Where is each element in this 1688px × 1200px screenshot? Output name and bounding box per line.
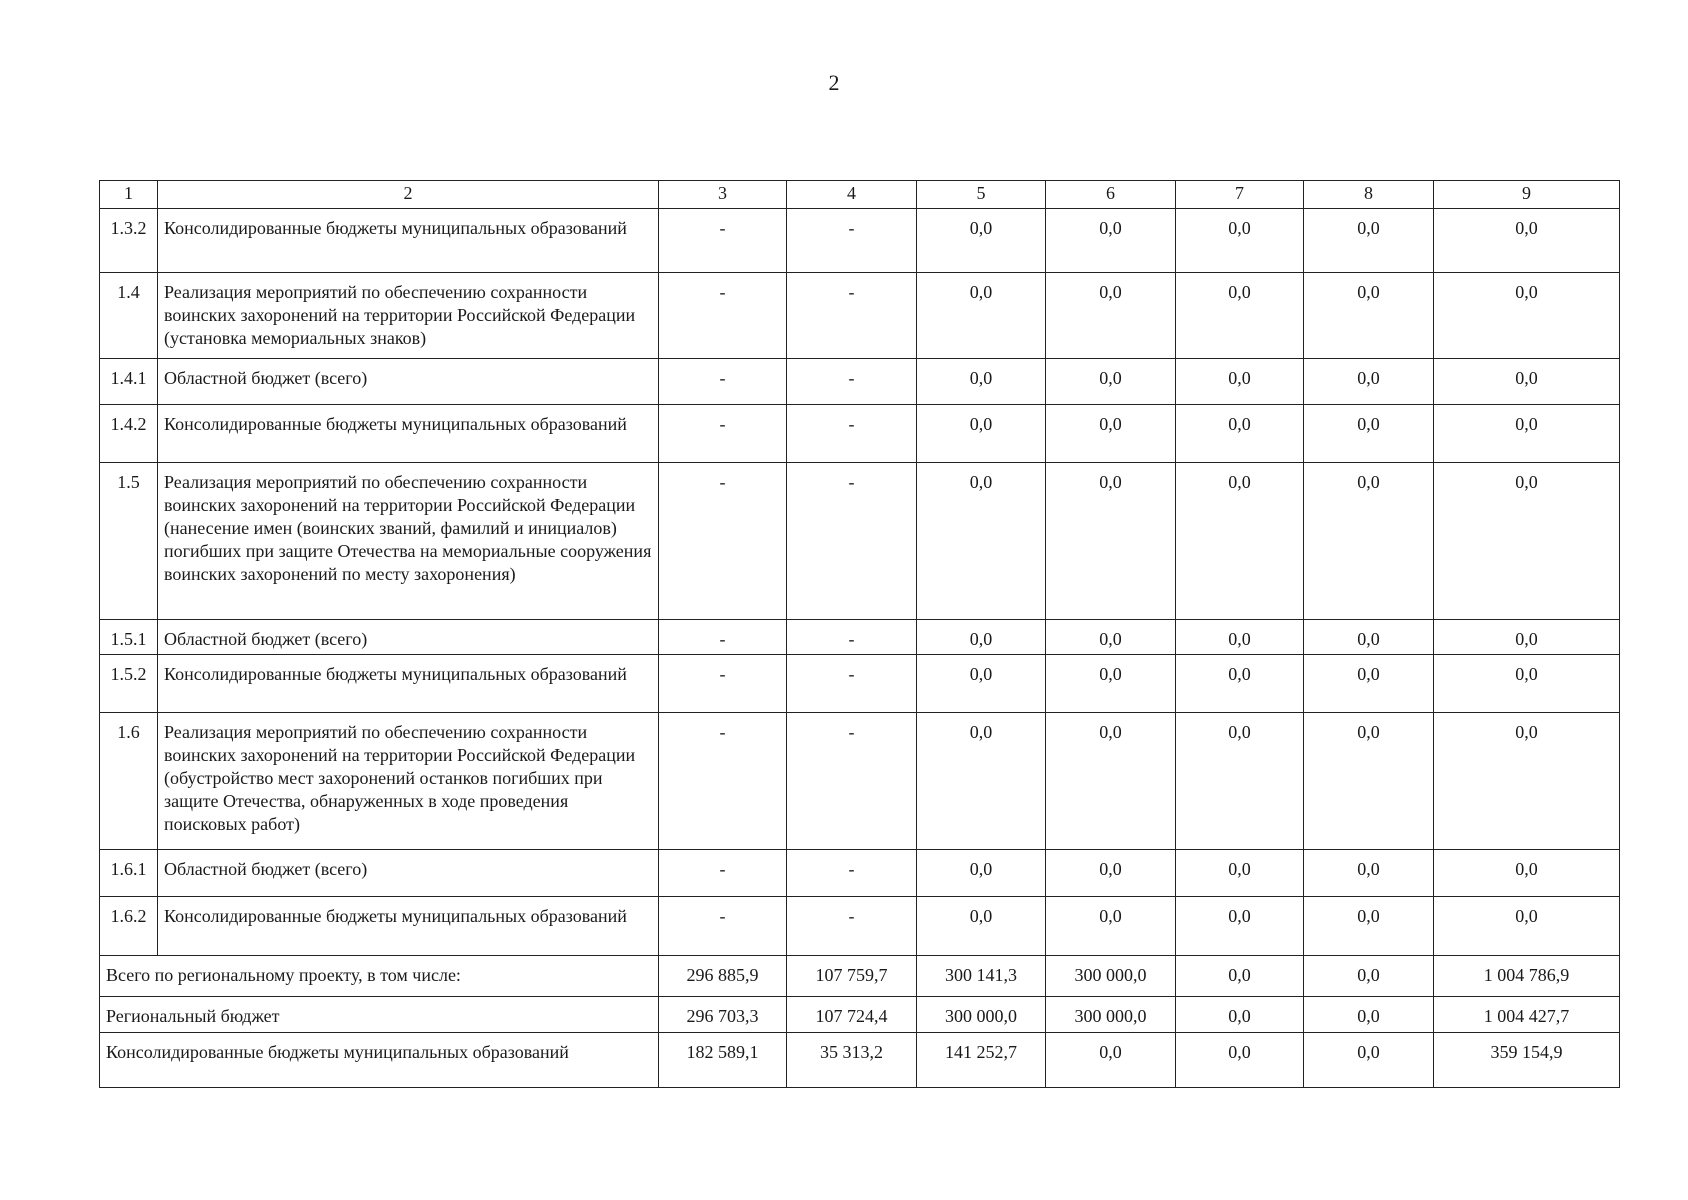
row-value: 0,0 [1176, 405, 1304, 463]
row-name: Консолидированные бюджеты муниципальных образований [158, 209, 659, 273]
row-value: 0,0 [1304, 713, 1434, 850]
row-code: 1.5.1 [100, 620, 158, 655]
row-value: 0,0 [1176, 463, 1304, 620]
total-value: 359 154,9 [1434, 1033, 1620, 1088]
row-value: - [659, 850, 787, 897]
total-value: 141 252,7 [917, 1033, 1046, 1088]
total-value: 300 000,0 [1046, 997, 1176, 1033]
total-value: 35 313,2 [787, 1033, 917, 1088]
row-code: 1.6.1 [100, 850, 158, 897]
table-row [100, 850, 1620, 897]
row-value: - [787, 655, 917, 713]
table-row [100, 359, 1620, 405]
total-label: Региональный бюджет [100, 997, 659, 1033]
row-code: 1.3.2 [100, 209, 158, 273]
row-value: 0,0 [1046, 850, 1176, 897]
table-row [100, 463, 1620, 620]
row-value: 0,0 [917, 463, 1046, 620]
total-row [100, 956, 1620, 997]
column-number: 3 [659, 181, 787, 209]
table-row [100, 655, 1620, 713]
total-value: 0,0 [1176, 997, 1304, 1033]
row-name: Консолидированные бюджеты муниципальных образований [158, 655, 659, 713]
row-value: 0,0 [1434, 850, 1620, 897]
row-value: 0,0 [1434, 463, 1620, 620]
column-number: 1 [100, 181, 158, 209]
row-value: 0,0 [1176, 620, 1304, 655]
row-value: 0,0 [1046, 273, 1176, 359]
row-value: 0,0 [917, 850, 1046, 897]
row-value: - [787, 897, 917, 956]
row-value: - [787, 620, 917, 655]
row-value: - [787, 850, 917, 897]
row-name: Областной бюджет (всего) [158, 620, 659, 655]
column-number: 4 [787, 181, 917, 209]
row-value: 0,0 [1304, 405, 1434, 463]
row-value: 0,0 [1046, 655, 1176, 713]
row-value: 0,0 [1304, 463, 1434, 620]
table-row [100, 405, 1620, 463]
total-value: 0,0 [1304, 956, 1434, 997]
total-value: 0,0 [1176, 1033, 1304, 1088]
total-value: 0,0 [1176, 956, 1304, 997]
row-value: 0,0 [1176, 655, 1304, 713]
row-value: - [659, 620, 787, 655]
total-value: 0,0 [1304, 997, 1434, 1033]
row-value: 0,0 [917, 273, 1046, 359]
row-value: - [787, 209, 917, 273]
row-value: 0,0 [1176, 359, 1304, 405]
row-value: - [659, 655, 787, 713]
row-value: 0,0 [917, 405, 1046, 463]
row-name: Реализация мероприятий по обеспечению сохранности воинских захоронений на территории Российской Федерации (обустройство мест захоронений останков погибших при защите Отечества, обнаруженных в ходе проведения поисковых работ) [158, 713, 659, 850]
row-name: Реализация мероприятий по обеспечению сохранности воинских захоронений на территории Российской Федерации (нанесение имен (воинских званий, фамилий и инициалов) погибших при защите Отечества на мемориальные сооружения воинских захоронений по месту захоронения) [158, 463, 659, 620]
row-value: - [787, 463, 917, 620]
column-number: 5 [917, 181, 1046, 209]
row-name: Консолидированные бюджеты муниципальных образований [158, 405, 659, 463]
row-value: 0,0 [1434, 405, 1620, 463]
row-value: - [659, 209, 787, 273]
total-value: 1 004 427,7 [1434, 997, 1620, 1033]
row-value: 0,0 [1046, 359, 1176, 405]
row-value: 0,0 [1434, 620, 1620, 655]
row-value: 0,0 [917, 897, 1046, 956]
row-code: 1.5.2 [100, 655, 158, 713]
row-value: 0,0 [1046, 463, 1176, 620]
row-value: 0,0 [1434, 713, 1620, 850]
total-value: 107 759,7 [787, 956, 917, 997]
row-value: 0,0 [1304, 359, 1434, 405]
row-value: 0,0 [1434, 655, 1620, 713]
row-value: - [787, 405, 917, 463]
row-value: 0,0 [917, 713, 1046, 850]
row-value: - [659, 359, 787, 405]
row-value: 0,0 [1046, 620, 1176, 655]
total-label: Всего по региональному проекту, в том числе: [100, 956, 659, 997]
total-value: 296 885,9 [659, 956, 787, 997]
column-number: 8 [1304, 181, 1434, 209]
total-row [100, 1033, 1620, 1088]
row-value: 0,0 [917, 359, 1046, 405]
total-value: 300 000,0 [1046, 956, 1176, 997]
row-code: 1.6.2 [100, 897, 158, 956]
total-value: 300 000,0 [917, 997, 1046, 1033]
total-value: 300 141,3 [917, 956, 1046, 997]
table-row [100, 273, 1620, 359]
budget-table [99, 180, 1620, 1088]
row-value: 0,0 [1304, 620, 1434, 655]
row-value: - [787, 273, 917, 359]
total-value: 107 724,4 [787, 997, 917, 1033]
row-code: 1.5 [100, 463, 158, 620]
row-value: 0,0 [1304, 209, 1434, 273]
row-value: 0,0 [1176, 713, 1304, 850]
row-value: 0,0 [1434, 359, 1620, 405]
row-value: - [659, 463, 787, 620]
row-value: - [659, 897, 787, 956]
row-value: - [659, 273, 787, 359]
row-value: - [659, 405, 787, 463]
row-value: 0,0 [917, 209, 1046, 273]
row-name: Реализация мероприятий по обеспечению сохранности воинских захоронений на территории Российской Федерации (установка мемориальных знаков) [158, 273, 659, 359]
total-row [100, 997, 1620, 1033]
column-number: 6 [1046, 181, 1176, 209]
row-value: 0,0 [1304, 897, 1434, 956]
row-code: 1.4.2 [100, 405, 158, 463]
row-code: 1.6 [100, 713, 158, 850]
row-value: 0,0 [1304, 273, 1434, 359]
row-name: Консолидированные бюджеты муниципальных образований [158, 897, 659, 956]
row-value: 0,0 [1176, 897, 1304, 956]
column-number-row [100, 181, 1620, 209]
row-value: 0,0 [917, 620, 1046, 655]
total-label: Консолидированные бюджеты муниципальных образований [100, 1033, 659, 1088]
row-value: 0,0 [1434, 209, 1620, 273]
total-value: 1 004 786,9 [1434, 956, 1620, 997]
row-value: - [659, 713, 787, 850]
row-value: 0,0 [1176, 850, 1304, 897]
table-row [100, 897, 1620, 956]
row-name: Областной бюджет (всего) [158, 850, 659, 897]
row-value: 0,0 [1046, 713, 1176, 850]
row-value: 0,0 [1046, 897, 1176, 956]
total-value: 0,0 [1304, 1033, 1434, 1088]
row-value: 0,0 [1176, 273, 1304, 359]
row-value: 0,0 [1434, 897, 1620, 956]
row-value: 0,0 [917, 655, 1046, 713]
total-value: 296 703,3 [659, 997, 787, 1033]
row-value: 0,0 [1046, 405, 1176, 463]
row-value: 0,0 [1434, 273, 1620, 359]
column-number: 2 [158, 181, 659, 209]
total-value: 182 589,1 [659, 1033, 787, 1088]
total-value: 0,0 [1046, 1033, 1176, 1088]
row-value: - [787, 713, 917, 850]
column-number: 9 [1434, 181, 1620, 209]
table-row [100, 209, 1620, 273]
row-value: 0,0 [1046, 209, 1176, 273]
table-row [100, 620, 1620, 655]
table-row [100, 713, 1620, 850]
page-number: 2 [828, 70, 840, 95]
row-value: 0,0 [1304, 850, 1434, 897]
row-name: Областной бюджет (всего) [158, 359, 659, 405]
row-value: - [787, 359, 917, 405]
row-code: 1.4.1 [100, 359, 158, 405]
row-code: 1.4 [100, 273, 158, 359]
table-body [100, 181, 1620, 1088]
column-number: 7 [1176, 181, 1304, 209]
row-value: 0,0 [1176, 209, 1304, 273]
row-value: 0,0 [1304, 655, 1434, 713]
